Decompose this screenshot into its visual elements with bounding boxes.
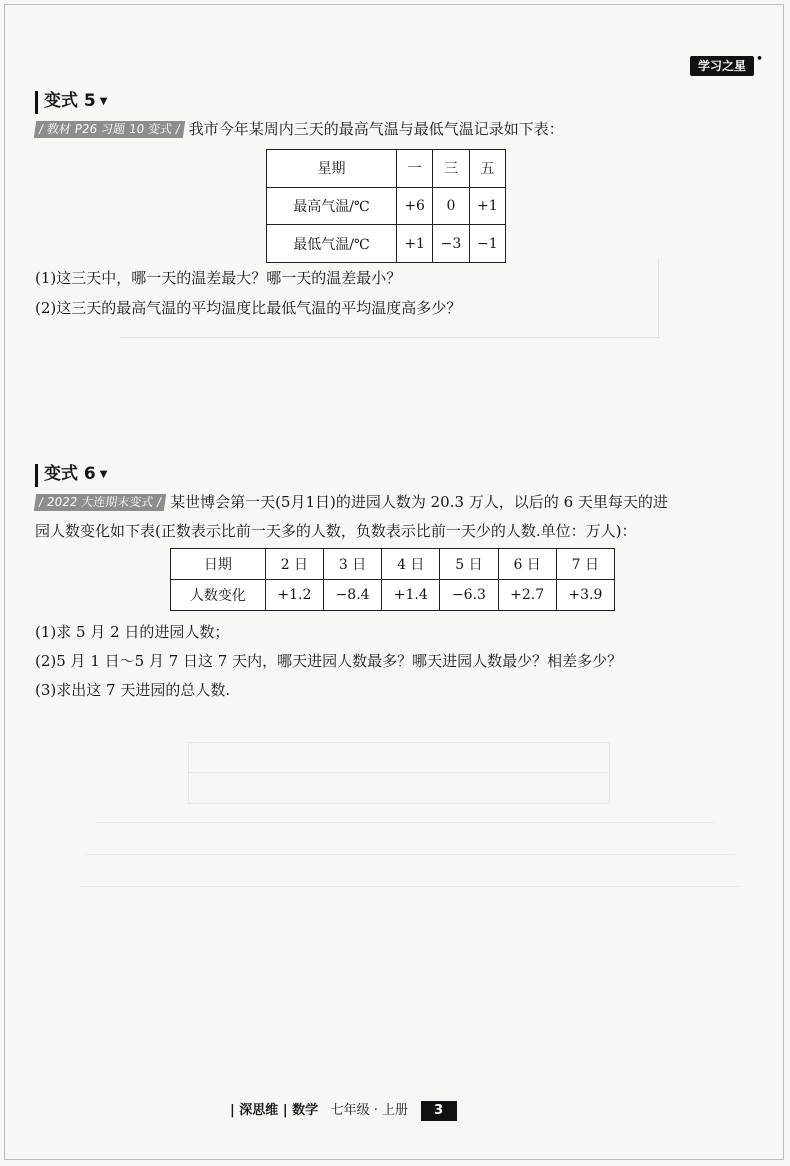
footer-series: 深思维 xyxy=(239,1103,279,1118)
bleed-through-table xyxy=(188,742,610,804)
table-cell: +1 xyxy=(469,187,505,225)
table-cell: 最低气温/℃ xyxy=(267,225,397,263)
table-cell: +6 xyxy=(396,187,432,225)
table-header-cell: 7 日 xyxy=(556,549,614,580)
table-header-cell: 一 xyxy=(396,150,432,188)
variant-5-question-2: (2)这三天的最高气温的平均温度比最低气温的平均温度高多少？ xyxy=(35,299,462,317)
table-cell: −6.3 xyxy=(440,580,498,611)
footer-divider: | xyxy=(230,1103,235,1118)
bleed-through-rule xyxy=(120,337,660,338)
visitor-change-table xyxy=(170,548,615,611)
table-header-cell: 五 xyxy=(469,150,505,188)
bleed-through-rule xyxy=(85,854,735,855)
bleed-through-rule xyxy=(610,258,659,338)
footer-grade: 七年级 · 上册 xyxy=(330,1103,409,1118)
variant-5-intro: 我市今年某周内三天的最高气温与最低气温记录如下表： xyxy=(188,120,564,138)
temperature-table-header xyxy=(267,150,506,188)
variant-5-source-tag: / 教材 P26 习题 10 变式 / xyxy=(34,121,185,138)
variant-5-title: 变式 5 xyxy=(44,91,96,111)
temperature-table xyxy=(266,149,506,263)
table-cell: +1 xyxy=(396,225,432,263)
variant-6-question-2: (2)5 月 1 日～5 月 7 日这 7 天内，哪天进园人数最多？哪天进园人数最少？相差多少？ xyxy=(35,652,623,670)
bleed-through-rule xyxy=(95,822,715,823)
variant-6-question-3: (3)求出这 7 天进园的总人数. xyxy=(35,681,231,699)
variant-5-heading xyxy=(35,91,107,114)
table-cell: −1 xyxy=(469,225,505,263)
variant-6-intro-line-2: 园人数变化如下表(正数表示比前一天多的人数，负数表示比前一天少的人数.单位：万人)： xyxy=(35,522,637,540)
visitor-table-header xyxy=(171,549,615,580)
triangle-down-icon: ▼ xyxy=(99,469,108,480)
page-footer xyxy=(230,1101,457,1121)
table-row xyxy=(267,225,506,263)
table-header-cell: 日期 xyxy=(171,549,266,580)
footer-subject: 数学 xyxy=(292,1103,319,1118)
table-header-cell: 2 日 xyxy=(265,549,323,580)
table-cell: −3 xyxy=(433,225,469,263)
variant-6-heading xyxy=(35,464,107,487)
table-cell: 人数变化 xyxy=(171,580,266,611)
variant-6-title: 变式 6 xyxy=(44,464,96,484)
triangle-down-icon: ▼ xyxy=(99,96,108,107)
table-row xyxy=(267,187,506,225)
table-header-cell: 5 日 xyxy=(440,549,498,580)
table-cell: +1.2 xyxy=(265,580,323,611)
variant-6-intro-line-1 xyxy=(35,492,668,512)
bleed-through-rule xyxy=(80,886,740,887)
table-cell: 最高气温/℃ xyxy=(267,187,397,225)
bleed-through-rule xyxy=(188,772,608,773)
table-header-cell: 星期 xyxy=(267,150,397,188)
table-header-cell: 3 日 xyxy=(323,549,381,580)
brand-badge: 学习之星 • xyxy=(690,56,754,76)
variant-6-intro-1: 某世博会第一天(5月1日)的进园人数为 20.3 万人，以后的 6 天里每天的进 xyxy=(170,493,668,511)
table-header-cell: 三 xyxy=(433,150,469,188)
table-cell: +1.4 xyxy=(382,580,440,611)
table-header-cell: 6 日 xyxy=(498,549,556,580)
table-cell: −8.4 xyxy=(323,580,381,611)
variant-5-question-1: (1)这三天中，哪一天的温差最大？哪一天的温差最小？ xyxy=(35,269,402,287)
table-cell: +3.9 xyxy=(556,580,614,611)
variant-5-intro-line xyxy=(35,119,564,139)
table-row xyxy=(171,580,615,611)
variant-6-source-tag: / 2022 大连期末变式 / xyxy=(34,494,166,511)
page-number: 3 xyxy=(421,1101,457,1121)
table-cell: 0 xyxy=(433,187,469,225)
footer-divider: | xyxy=(282,1103,288,1118)
variant-6-question-1: (1)求 5 月 2 日的进园人数； xyxy=(35,623,230,641)
table-cell: +2.7 xyxy=(498,580,556,611)
table-header-cell: 4 日 xyxy=(382,549,440,580)
